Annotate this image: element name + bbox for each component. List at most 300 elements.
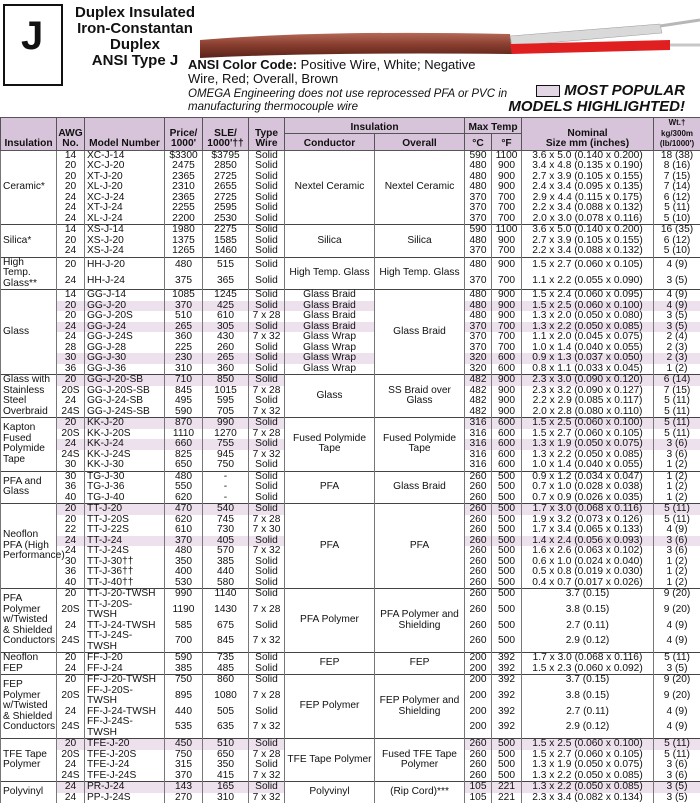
awg-cell: 24 <box>57 322 85 333</box>
type-cell: Solid <box>249 739 285 750</box>
type-cell: Solid <box>249 482 285 493</box>
table-row <box>1 653 700 664</box>
sle-cell: - <box>203 482 249 493</box>
conductor-cell: TFE Tape Polymer <box>285 739 375 782</box>
price-cell: 895 <box>165 686 203 707</box>
overall-cell: Glass Braid <box>375 290 465 375</box>
weight-cell: 2 (3) <box>654 353 700 364</box>
model-cell: TG-J-40 <box>85 493 165 504</box>
awg-cell: 20 <box>57 172 85 183</box>
size-cell: 2.7 (0.11) <box>522 707 654 718</box>
type-cell: 7 x 32 <box>249 771 285 782</box>
weight-cell: 4 (9) <box>654 717 700 739</box>
price-cell: 480 <box>165 471 203 482</box>
weight-cell: 4 (9) <box>654 621 700 632</box>
weight-cell: 3 (6) <box>654 771 700 782</box>
type-cell: Solid <box>249 161 285 172</box>
price-cell: 2200 <box>165 214 203 225</box>
sle-cell: 1245 <box>203 290 249 301</box>
price-cell: 350 <box>165 557 203 568</box>
price-cell: 650 <box>165 460 203 471</box>
weight-cell: 1 (2) <box>654 482 700 493</box>
table-row <box>1 782 700 793</box>
size-cell: 1.6 x 2.6 (0.063 x 0.102) <box>522 546 654 557</box>
temp-f-cell: 392 <box>492 675 522 686</box>
type-cell: Solid <box>249 536 285 547</box>
price-cell: 750 <box>165 675 203 686</box>
model-cell: TFE-J-20S <box>85 750 165 761</box>
sle-cell: 2725 <box>203 172 249 183</box>
weight-cell: 1 (2) <box>654 557 700 568</box>
size-cell: 1.5 x 2.7 (0.060 x 0.105) <box>522 257 654 273</box>
sle-cell: 2530 <box>203 214 249 225</box>
sle-cell: 2275 <box>203 225 249 236</box>
weight-cell: 3 (6) <box>654 760 700 771</box>
awg-cell: 24 <box>57 707 85 718</box>
weight-cell: 5 (11) <box>654 396 700 407</box>
size-cell: 0.6 x 1.0 (0.024 x 0.040) <box>522 557 654 568</box>
size-cell: 2.3 x 3.0 (0.090 x 0.120) <box>522 375 654 386</box>
sle-cell: 990 <box>203 418 249 429</box>
temp-f-cell: 600 <box>492 460 522 471</box>
type-cell: 7 x 28 <box>249 386 285 397</box>
model-cell: XC-J-14 <box>85 150 165 161</box>
awg-cell: 30 <box>57 460 85 471</box>
price-cell: 265 <box>165 322 203 333</box>
size-cell: 1.1 x 2.2 (0.055 x 0.090) <box>522 273 654 289</box>
awg-cell: 24S <box>57 631 85 653</box>
price-cell: 385 <box>165 664 203 675</box>
sle-cell: 515 <box>203 257 249 273</box>
model-cell: FF-J-20S-TWSH <box>85 686 165 707</box>
temp-c-cell: 480 <box>465 290 492 301</box>
col-nominal <box>522 118 654 151</box>
awg-cell: 24 <box>57 214 85 225</box>
overall-cell: (Rip Cord)*** <box>375 782 465 803</box>
awg-cell: 14 <box>57 150 85 161</box>
sle-cell: 845 <box>203 631 249 653</box>
weight-cell: 5 (11) <box>654 739 700 750</box>
table-row <box>1 364 700 375</box>
table-row <box>1 311 700 322</box>
sle-cell: 730 <box>203 525 249 536</box>
temp-c-cell: 482 <box>465 396 492 407</box>
size-cell: 1.3 x 1.9 (0.050 x 0.075) <box>522 760 654 771</box>
price-cell: 370 <box>165 301 203 312</box>
temp-f-cell: 900 <box>492 386 522 397</box>
type-cell: Solid <box>249 567 285 578</box>
awg-cell: 24 <box>57 246 85 257</box>
size-cell: 3.7 (0.15) <box>522 589 654 600</box>
model-cell: KK-J-20 <box>85 418 165 429</box>
temp-f-cell: 1100 <box>492 150 522 161</box>
price-cell: $3300 <box>165 150 203 161</box>
model-cell: GG-J-30 <box>85 353 165 364</box>
awg-cell: 20 <box>57 504 85 515</box>
type-cell: Solid <box>249 675 285 686</box>
price-cell: 480 <box>165 257 203 273</box>
temp-f-cell: 392 <box>492 653 522 664</box>
size-cell: 1.0 x 1.4 (0.040 x 0.055) <box>522 460 654 471</box>
temp-c-cell: 260 <box>465 578 492 589</box>
model-cell: GG-J-14 <box>85 290 165 301</box>
model-cell: TT-J-36†† <box>85 567 165 578</box>
wire-spec-table <box>0 117 700 803</box>
weight-cell: 8 (16) <box>654 161 700 172</box>
col-insulation: Insulation <box>1 118 57 151</box>
table-row <box>1 504 700 515</box>
temp-f-cell: 600 <box>492 439 522 450</box>
weight-cell: 9 (20) <box>654 675 700 686</box>
size-cell: 1.1 x 2.0 (0.045 x 0.075) <box>522 332 654 343</box>
price-cell: 550 <box>165 482 203 493</box>
temp-f-cell: 500 <box>492 771 522 782</box>
model-cell: TG-J-36 <box>85 482 165 493</box>
model-cell: GG-J-20-SB <box>85 375 165 386</box>
type-cell: 7 x 28 <box>249 515 285 526</box>
weight-cell: 1 (2) <box>654 460 700 471</box>
model-cell: TT-J-20-TWSH <box>85 589 165 600</box>
conductor-cell: Polyvinyl <box>285 782 375 803</box>
price-cell: 480 <box>165 546 203 557</box>
temp-c-cell: 320 <box>465 364 492 375</box>
wt-top: Wt.† kg/300m <box>661 118 693 138</box>
sle-top: SLE/ <box>214 128 237 139</box>
size-cell: 0.5 x 0.8 (0.019 x 0.030) <box>522 567 654 578</box>
type-cell: 7 x 32 <box>249 717 285 739</box>
temp-f-cell: 500 <box>492 750 522 761</box>
awg-cell: 20 <box>57 236 85 247</box>
awg-cell: 14 <box>57 290 85 301</box>
temp-f-cell: 900 <box>492 311 522 322</box>
awg-cell: 20S <box>57 386 85 397</box>
awg-cell: 30 <box>57 471 85 482</box>
model-cell: FF-J-24 <box>85 664 165 675</box>
type-cell: Solid <box>249 439 285 450</box>
price-cell: 845 <box>165 386 203 397</box>
table-row <box>1 375 700 386</box>
model-cell: XT-J-20 <box>85 172 165 183</box>
weight-cell: 6 (12) <box>654 236 700 247</box>
sle-cell: 675 <box>203 621 249 632</box>
awg-cell: 20 <box>57 257 85 273</box>
type-cell: Solid <box>249 460 285 471</box>
insulation-cell: Kapton Fused Polymide Tape <box>1 418 57 472</box>
product-title <box>70 5 200 69</box>
model-cell: XS-J-20 <box>85 236 165 247</box>
sle-cell: 945 <box>203 450 249 461</box>
size-cell: 2.9 (0.12) <box>522 631 654 653</box>
insulation-cell: Glass <box>1 290 57 375</box>
col-price <box>165 118 203 151</box>
size-cell: 1.5 x 2.7 (0.060 x 0.105) <box>522 750 654 761</box>
temp-c-cell: 200 <box>465 686 492 707</box>
col-type <box>249 118 285 151</box>
sle-cell: 505 <box>203 707 249 718</box>
sle-cell: 2850 <box>203 161 249 172</box>
sle-cell: 440 <box>203 567 249 578</box>
sle-cell: 650 <box>203 750 249 761</box>
sle-cell: 310 <box>203 793 249 803</box>
size-cell: 3.8 (0.15) <box>522 600 654 621</box>
awg-cell: 40 <box>57 578 85 589</box>
table-row <box>1 257 700 273</box>
temp-f-cell: 900 <box>492 172 522 183</box>
temp-c-cell: 260 <box>465 771 492 782</box>
popular-line: MOST POPULAR <box>564 82 685 99</box>
type-cell: Solid <box>249 493 285 504</box>
temp-c-cell: 370 <box>465 273 492 289</box>
size-cell: 3.8 (0.15) <box>522 686 654 707</box>
table-row <box>1 589 700 600</box>
type-cell: Solid <box>249 193 285 204</box>
temp-c-cell: 260 <box>465 621 492 632</box>
temp-c-cell: 200 <box>465 717 492 739</box>
awg-top: AWG <box>58 128 82 139</box>
awg-cell: 30 <box>57 353 85 364</box>
overall-cell: PFA Polymer and Shielding <box>375 589 465 653</box>
temp-c-cell: 480 <box>465 161 492 172</box>
type-cell: Solid <box>249 150 285 161</box>
type-cell: Solid <box>249 760 285 771</box>
weight-cell: 9 (20) <box>654 686 700 707</box>
color-code-text: Positive Wire, White; Negative Wire, Red; Overall, Brown <box>188 57 476 86</box>
weight-cell: 3 (6) <box>654 450 700 461</box>
model-cell: KK-J-30 <box>85 460 165 471</box>
temp-c-cell: 260 <box>465 631 492 653</box>
price-cell: 310 <box>165 364 203 375</box>
temp-c-cell: 590 <box>465 150 492 161</box>
size-cell: 1.5 x 2.3 (0.060 x 0.092) <box>522 664 654 675</box>
model-cell: PP-J-24S <box>85 793 165 803</box>
size-cell: 0.7 x 1.0 (0.028 x 0.038) <box>522 482 654 493</box>
model-cell: XS-J-24 <box>85 246 165 257</box>
table-row <box>1 353 700 364</box>
model-cell: XL-J-24 <box>85 214 165 225</box>
conductor-cell: Glass Braid <box>285 301 375 312</box>
size-cell: 1.5 x 2.5 (0.060 x 0.100) <box>522 418 654 429</box>
weight-cell: 5 (11) <box>654 515 700 526</box>
type-cell: Solid <box>249 257 285 273</box>
temp-c-cell: 260 <box>465 504 492 515</box>
type-cell: Solid <box>249 273 285 289</box>
temp-f-cell: 700 <box>492 322 522 333</box>
insulation-cell: Polyvinyl <box>1 782 57 803</box>
insulation-cell: Glass with Stainless Steel Overbraid <box>1 375 57 418</box>
sle-cell: 405 <box>203 536 249 547</box>
temp-f-cell: 700 <box>492 193 522 204</box>
model-cell: FF-J-24S-TWSH <box>85 717 165 739</box>
weight-cell: 6 (12) <box>654 193 700 204</box>
temp-c-cell: 260 <box>465 546 492 557</box>
awg-cell: 22 <box>57 525 85 536</box>
weight-cell: 9 (20) <box>654 600 700 621</box>
awg-cell: 24 <box>57 273 85 289</box>
price-cell: 510 <box>165 311 203 322</box>
type-cell: Solid <box>249 418 285 429</box>
price-cell: 450 <box>165 739 203 750</box>
temp-f-cell: 900 <box>492 236 522 247</box>
model-cell: TFE-J-20 <box>85 739 165 750</box>
awg-cell: 20S <box>57 429 85 440</box>
weight-cell: 1 (2) <box>654 578 700 589</box>
awg-cell: 24 <box>57 332 85 343</box>
size-cell: 0.7 x 0.9 (0.026 x 0.035) <box>522 493 654 504</box>
weight-cell: 3 (6) <box>654 536 700 547</box>
price-cell: 710 <box>165 375 203 386</box>
sle-cell: 1585 <box>203 236 249 247</box>
col-maxtemp: Max Temp <box>465 118 522 134</box>
size-cell: 1.9 x 3.2 (0.073 x 0.126) <box>522 515 654 526</box>
temp-f-cell: 500 <box>492 739 522 750</box>
price-cell: 2310 <box>165 182 203 193</box>
model-cell: TT-J-22S <box>85 525 165 536</box>
col-overall: Overall <box>375 134 465 150</box>
price-cell: 750 <box>165 750 203 761</box>
awg-cell: 24 <box>57 782 85 793</box>
price-cell: 143 <box>165 782 203 793</box>
type-cell: 7 x 32 <box>249 332 285 343</box>
size-cell: 2.7 (0.11) <box>522 621 654 632</box>
size-cell: 1.5 x 2.7 (0.060 x 0.105) <box>522 429 654 440</box>
temp-c-cell: 480 <box>465 236 492 247</box>
table-row <box>1 675 700 686</box>
model-cell: GG-J-20 <box>85 301 165 312</box>
temp-c-cell: 260 <box>465 739 492 750</box>
color-code-label: ANSI Color Code: <box>188 57 297 72</box>
awg-cell: 20S <box>57 750 85 761</box>
price-cell: 1190 <box>165 600 203 621</box>
weight-cell: 7 (14) <box>654 182 700 193</box>
insulation-cell: Neoflon PFA (High Performance) <box>1 504 57 589</box>
sle-cell: 2595 <box>203 203 249 214</box>
awg-cell: 20 <box>57 182 85 193</box>
insulation-cell: Ceramic* <box>1 150 57 225</box>
size-cell: 1.3 x 2.0 (0.050 x 0.080) <box>522 311 654 322</box>
sle-cell: 305 <box>203 322 249 333</box>
awg-cell: 24 <box>57 793 85 803</box>
awg-cell: 20 <box>57 161 85 172</box>
type-cell: Solid <box>249 471 285 482</box>
model-header: Model Number <box>89 138 160 149</box>
size-cell: 2.2 x 3.4 (0.088 x 0.132) <box>522 203 654 214</box>
awg-cell: 36 <box>57 482 85 493</box>
price-cell: 315 <box>165 760 203 771</box>
awg-cell: 24 <box>57 664 85 675</box>
price-cell: 440 <box>165 707 203 718</box>
model-cell: TT-J-20S <box>85 515 165 526</box>
price-cell: 870 <box>165 418 203 429</box>
insulation-cell: Silica* <box>1 225 57 258</box>
model-cell: TT-J-40†† <box>85 578 165 589</box>
model-cell: FF-J-20-TWSH <box>85 675 165 686</box>
price-cell: 270 <box>165 793 203 803</box>
awg-cell: 20 <box>57 653 85 664</box>
weight-cell: 3 (5) <box>654 322 700 333</box>
model-cell: TT-J-20S-TWSH <box>85 600 165 621</box>
weight-cell: 5 (11) <box>654 750 700 761</box>
header-row <box>1 118 700 134</box>
temp-f-cell: 900 <box>492 407 522 418</box>
table-body <box>1 150 700 803</box>
model-cell: TT-J-20 <box>85 504 165 515</box>
title-line: Duplex Insulated <box>70 5 200 21</box>
size-cell: 0.4 x 0.7 (0.017 x 0.026) <box>522 578 654 589</box>
size-cell: 1.3 x 2.2 (0.050 x 0.085) <box>522 322 654 333</box>
model-cell: TG-J-30 <box>85 471 165 482</box>
price-bottom: 1000' <box>171 138 196 149</box>
sle-cell: 540 <box>203 504 249 515</box>
weight-cell: 7 (15) <box>654 386 700 397</box>
temp-c-cell: 316 <box>465 460 492 471</box>
size-cell: 1.7 x 3.0 (0.068 x 0.116) <box>522 653 654 664</box>
temp-c-cell: 316 <box>465 429 492 440</box>
weight-cell: 9 (20) <box>654 589 700 600</box>
nominal-bottom: Size mm (inches) <box>546 138 629 149</box>
price-cell: 585 <box>165 621 203 632</box>
sle-cell: 415 <box>203 771 249 782</box>
col-f: °F <box>492 134 522 150</box>
type-cell: Solid <box>249 782 285 793</box>
awg-cell: 20 <box>57 515 85 526</box>
sle-cell: 860 <box>203 675 249 686</box>
type-cell: Solid <box>249 343 285 354</box>
size-cell: 1.5 x 2.5 (0.060 x 0.100) <box>522 301 654 312</box>
col-awg <box>57 118 85 151</box>
size-cell: 1.3 x 2.2 (0.050 x 0.085) <box>522 771 654 782</box>
type-cell: Solid <box>249 664 285 675</box>
price-cell: 590 <box>165 407 203 418</box>
temp-f-cell: 221 <box>492 782 522 793</box>
temp-f-cell: 392 <box>492 707 522 718</box>
price-cell: 370 <box>165 771 203 782</box>
awg-cell: 20 <box>57 675 85 686</box>
model-cell: TT-J-24-TWSH <box>85 621 165 632</box>
model-cell: XT-J-24 <box>85 203 165 214</box>
price-cell: 530 <box>165 578 203 589</box>
awg-cell: 24 <box>57 203 85 214</box>
sle-cell: 350 <box>203 760 249 771</box>
insulation-cell: FEP Polymer w/Twisted & Shielded Conductors <box>1 675 57 739</box>
model-cell: KK-J-20S <box>85 429 165 440</box>
temp-f-cell: 500 <box>492 471 522 482</box>
awg-cell: 24S <box>57 450 85 461</box>
table-row <box>1 332 700 343</box>
weight-cell: 4 (9) <box>654 257 700 273</box>
sle-cell: 2655 <box>203 182 249 193</box>
size-cell: 3.4 x 4.8 (0.135 x 0.190) <box>522 161 654 172</box>
temp-f-cell: 500 <box>492 504 522 515</box>
size-cell: 0.9 x 1.2 (0.034 x 0.047) <box>522 471 654 482</box>
sle-cell: 850 <box>203 375 249 386</box>
overall-cell: PFA <box>375 504 465 589</box>
awg-cell: 20 <box>57 418 85 429</box>
conductor-cell: Glass Braid <box>285 322 375 333</box>
size-cell: 2.9 x 4.4 (0.115 x 0.175) <box>522 193 654 204</box>
sle-cell: 635 <box>203 717 249 739</box>
model-cell: XC-J-20 <box>85 161 165 172</box>
weight-cell: 1 (2) <box>654 364 700 375</box>
temp-c-cell: 260 <box>465 567 492 578</box>
type-badge <box>3 4 63 86</box>
weight-cell: 16 (35) <box>654 225 700 236</box>
temp-f-cell: 700 <box>492 246 522 257</box>
overall-cell: Silica <box>375 225 465 258</box>
size-cell: 2.9 (0.12) <box>522 717 654 739</box>
temp-f-cell: 392 <box>492 717 522 739</box>
weight-cell: 3 (5) <box>654 273 700 289</box>
sle-cell: 755 <box>203 439 249 450</box>
